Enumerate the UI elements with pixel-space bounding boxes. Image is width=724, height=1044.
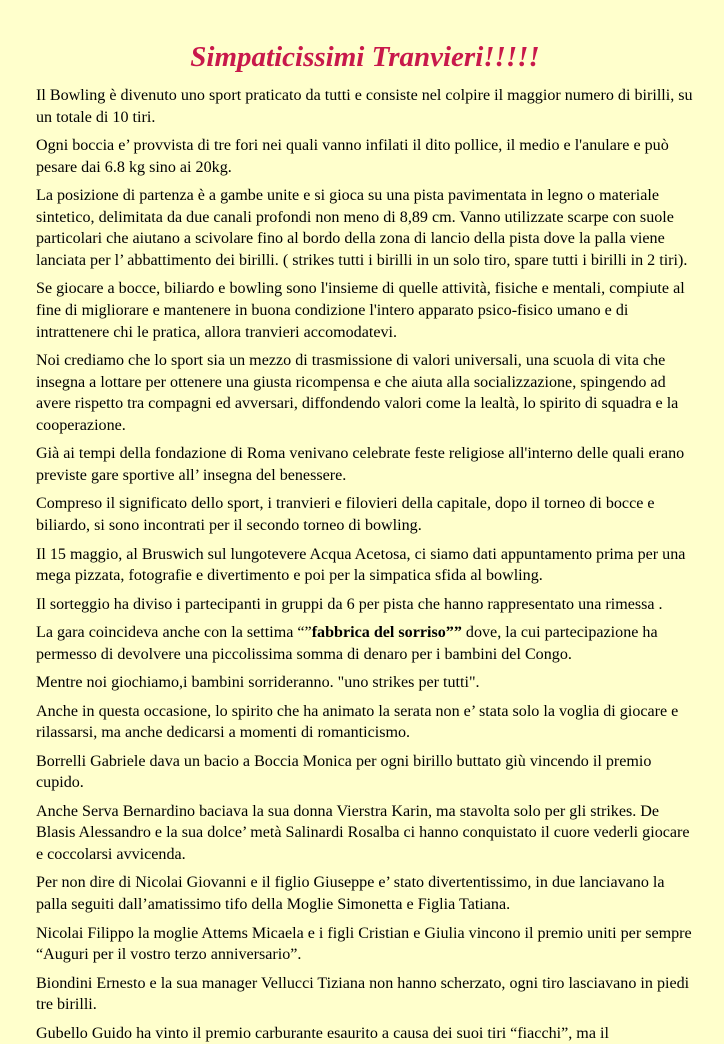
- paragraph-gara: [36, 622, 694, 665]
- paragraph-boccia: Ogni boccia e’ provvista di tre fori nei quali vanno infilati il dito pollice, il medio e l'anulare e può pesare dai 6.8 kg sino ai 20kg.: [36, 137, 669, 176]
- paragraph-serva: Anche Serva Bernardino baciava la sua donna Vierstra Karin, ma stavolta solo per gli strikes. De Blasis Alessandro e la sua dolce’ metà Salinardi Rosalba ci hanno conquistato il cuore vederli giocare e coccolarsi avvicenda.: [36, 802, 690, 863]
- paragraph-gubello: Gubello Guido ha vinto il premio carburante esaurito a causa dei suoi tiri “fiacchi”, ma il: [36, 1024, 609, 1042]
- paragraph-bambini: Mentre noi giochiamo,i bambini sorrideranno. "uno strikes per tutti".: [36, 674, 480, 692]
- paragraph-attivita: Se giocare a bocce, biliardo e bowling sono l'insieme di quelle attività, fisiche e mentali, compiute al fine di migliorare e mantenere in buona condizione l'intero apparato psico-fisico umano e di intrattenere chi le pratica, allora tranvieri accomodatevi.: [36, 280, 685, 341]
- paragraph-torneo: Compreso il significato dello sport, i tranvieri e filovieri della capitale, dopo il torneo di bocce e biliardo, si sono incontrati per il secondo torneo di bowling.: [36, 495, 655, 535]
- gara-text-after: dove, la cui partecipazione ha permesso di devolvere una piccolissima somma di denaro per i bambini del Congo.: [36, 624, 658, 663]
- paragraph-posizione: La posizione di partenza è a gambe unite e si gioca su una pista pavimentata in legno o materiale sintetico, delimitata da due canali profondi non meno di 8,89 cm. Vanno utilizzate scarpe con suole particolari che aiutano a scivolare fino al bordo della zona di lancio della pista dove la palla viene lanciata per l’ abbattimento dei birilli. ( strikes tutti i birilli in un solo tiro, spare tutti i birilli in 2 tiri).: [36, 187, 688, 269]
- paragraph-roma: Già ai tempi della fondazione di Roma venivano celebrate feste religiose all'interno delle quali erano previste gare sportive all’ insegna del benessere.: [36, 445, 685, 484]
- page-title: Simpaticissimi Tranvieri!!!!!: [190, 41, 540, 73]
- paragraph-biondini: Biondini Ernesto e la sua manager Vellucci Tiziana non hanno scherzato, ogni tiro lasciavano in piedi tre birilli.: [36, 974, 690, 1014]
- gara-text-before: La gara coincideva anche con la settima “”: [36, 624, 312, 642]
- paragraph-nicolai-filippo: Nicolai Filippo la moglie Attems Micaela e i figli Cristian e Giulia vincono il premio uniti per sempre “Auguri per il vostro terzo anniversario”.: [36, 924, 692, 964]
- fabbrica-del-sorriso-emphasis: fabbrica del sorriso””: [311, 624, 462, 642]
- paragraph-valori: Noi crediamo che lo sport sia un mezzo di trasmissione di valori universali, una scuola di vita che insegna a lottare per ottenere una giusta ricompensa e che aiuta alla socializzazione, spingendo ad avere rispetto tra compagni ed avversari, diffondendo valori come la lealtà, lo spirito di squadra e la cooperazione.: [36, 352, 679, 434]
- paragraph-bowling-intro: Il Bowling è divenuto uno sport praticato da tutti e consiste nel colpire il maggior numero di birilli, su un totale di 10 tiri.: [36, 87, 693, 126]
- paragraph-romanticismo: Anche in questa occasione, lo spirito che ha animato la serata non e’ stata solo la voglia di giocare e rilassarsi, ma anche dedicarsi a momenti di romanticismo.: [36, 702, 679, 742]
- paragraph-nicolai-giovanni: Per non dire di Nicolai Giovanni e il figlio Giuseppe e’ stato divertentissimo, in due lanciavano la palla seguiti dall’amatissimo tifo della Moglie Simonetta e Figlia Tatiana.: [36, 874, 665, 914]
- paragraph-borrelli: Borrelli Gabriele dava un bacio a Boccia Monica per ogni birillo buttato giù vincendo il premio cupido.: [36, 752, 652, 792]
- paragraph-appuntamento: Il 15 maggio, al Bruswich sul lungotevere Acqua Acetosa, ci siamo dati appuntamento prima per una mega pizzata, fotografie e divertimento e poi per la simpatica sfida al bowling.: [36, 545, 686, 585]
- paragraph-sorteggio: Il sorteggio ha diviso i partecipanti in gruppi da 6 per pista che hanno rappresentato una rimessa .: [36, 595, 663, 613]
